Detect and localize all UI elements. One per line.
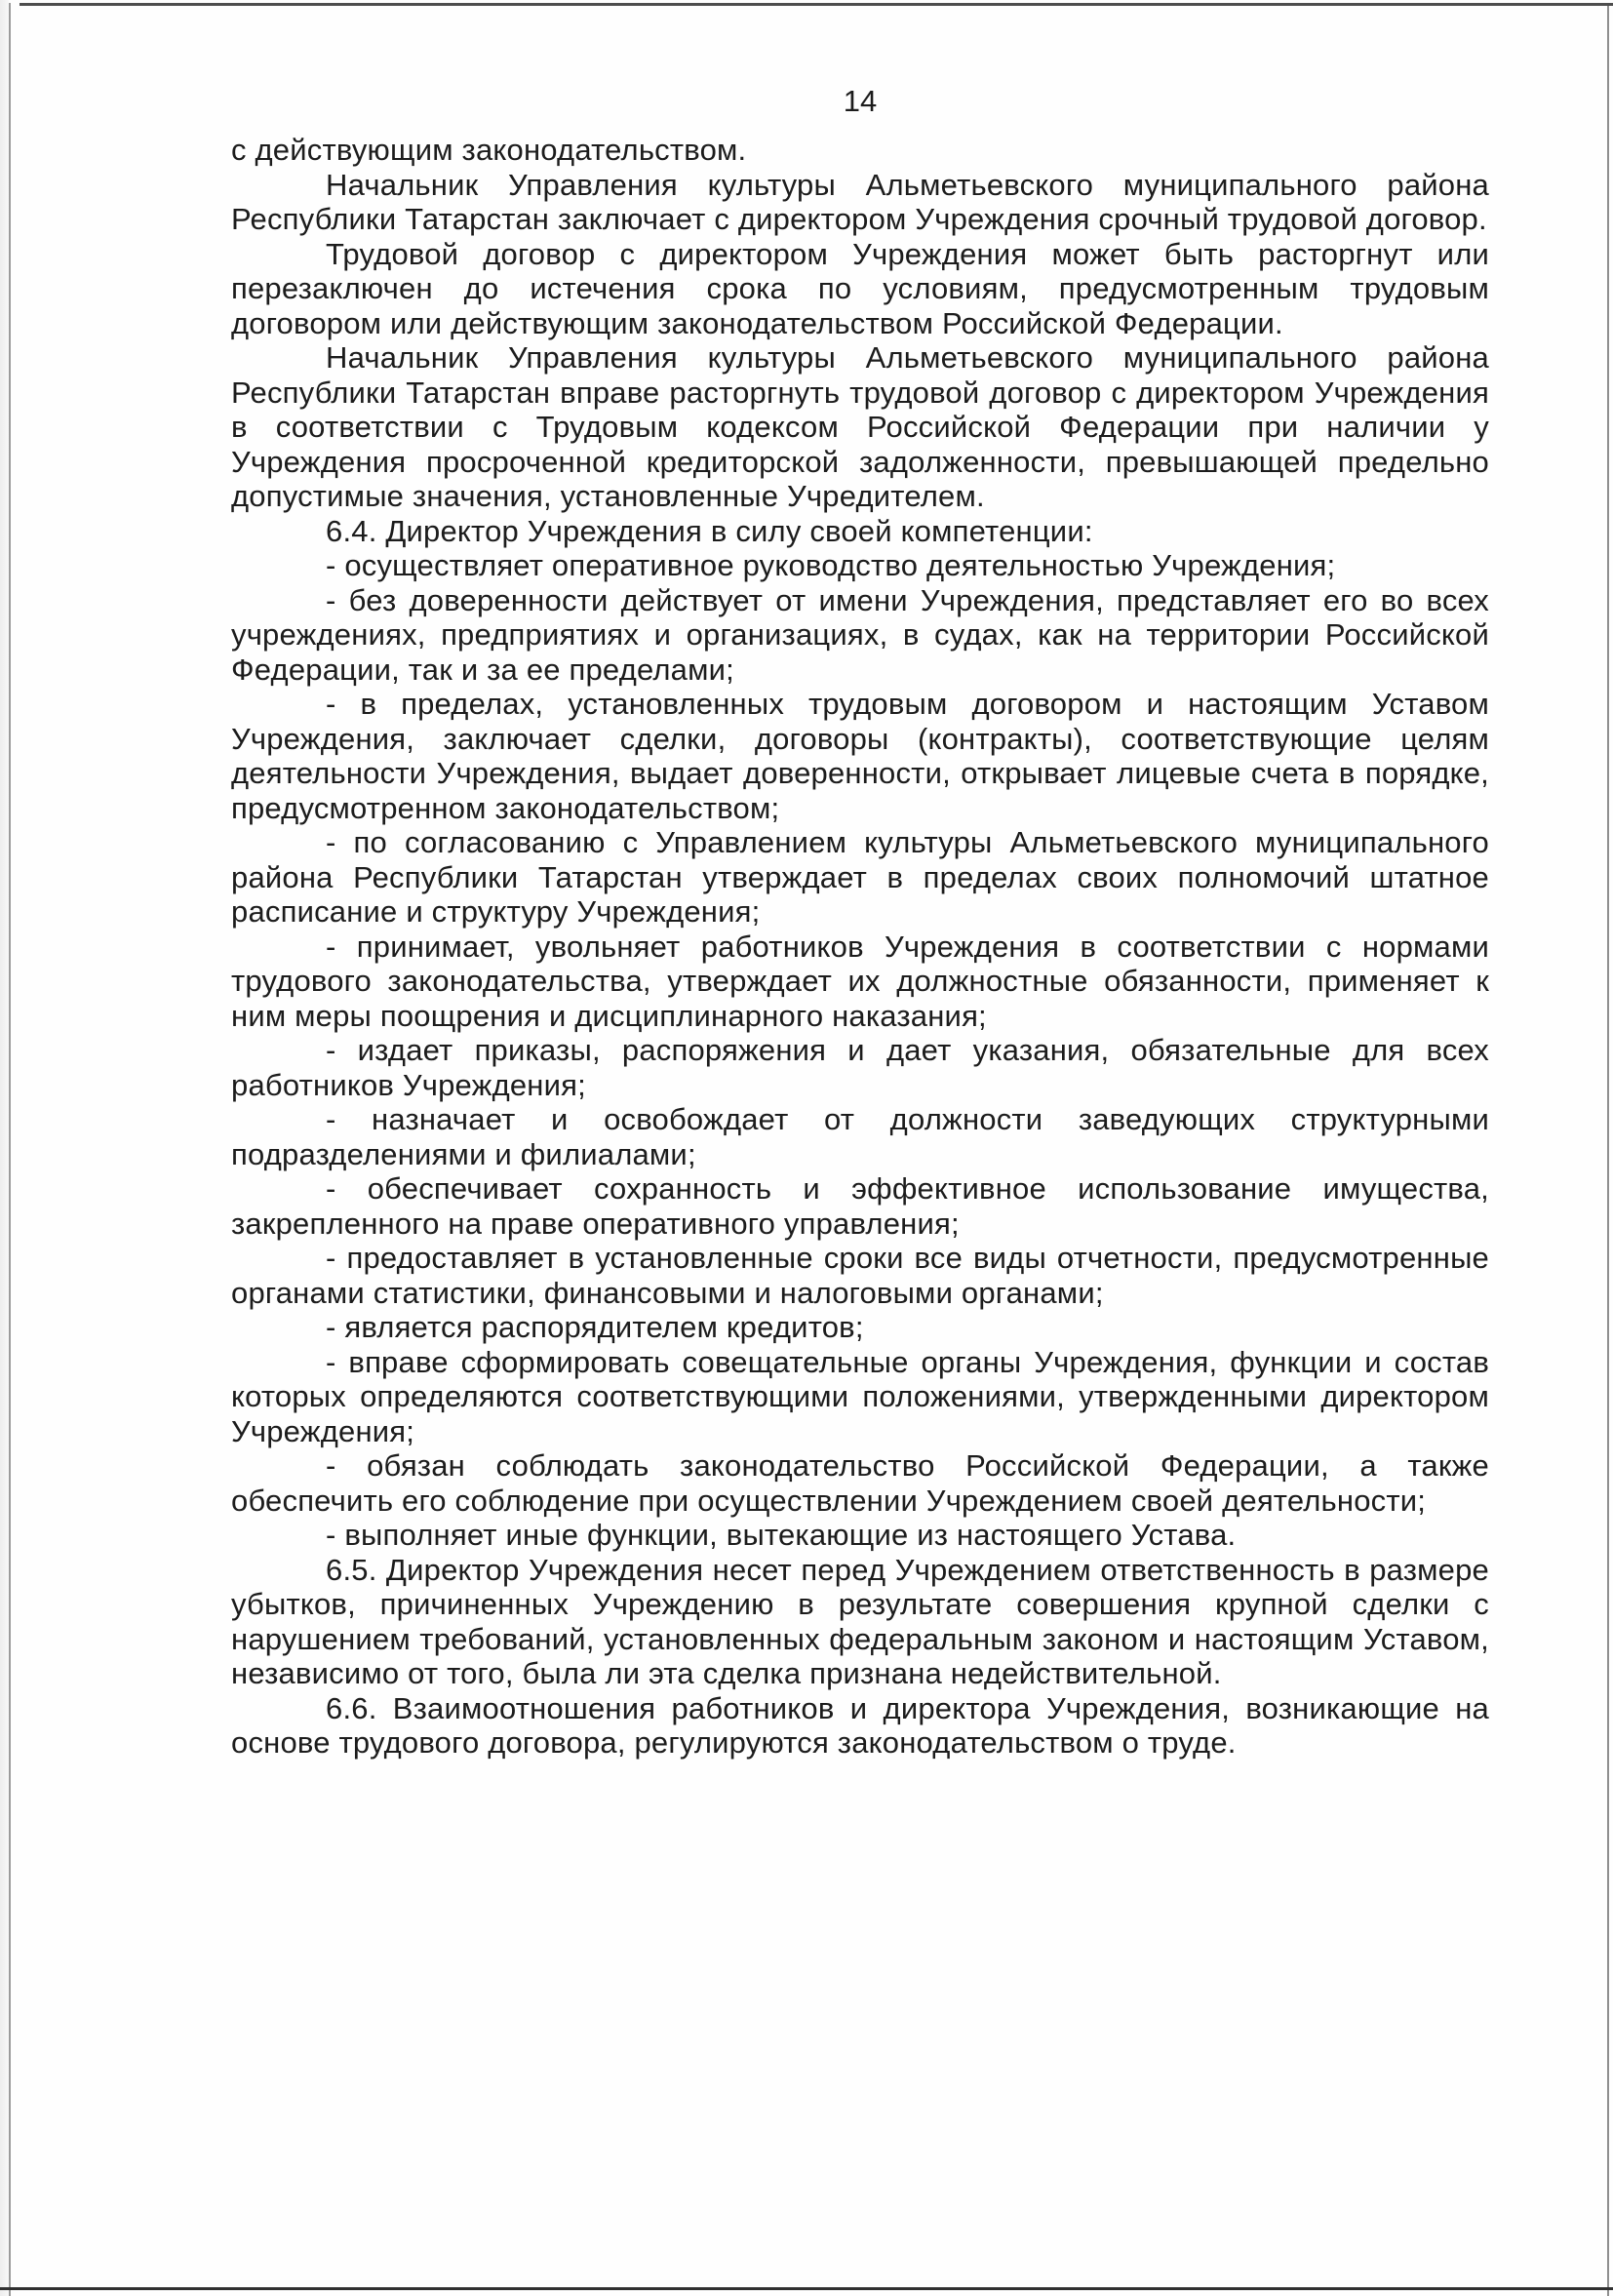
paragraph: - предоставляет в установленные сроки все виды отчетности, предусмотренные органами статистики, финансовыми и налоговыми органами; <box>231 1241 1489 1310</box>
paragraph: Трудовой договор с директором Учреждения может быть расторгнут или перезаключен до истечения срока по условиям, предусмотренным трудовым договором или действующим законодательством Российской Федерации. <box>231 236 1489 340</box>
paragraph: - в пределах, установленных трудовым договором и настоящим Уставом Учреждения, заключает сделки, договоры (контракты), соответствующие целям деятельности Учреждения, выдает доверенности, открывает лицевые счета в порядке, предусмотренном законодательством; <box>231 687 1489 825</box>
paragraph: - назначает и освобождает от должности заведующих структурными подразделениями и филиалами; <box>231 1102 1489 1171</box>
paragraph: - принимает, увольняет работников Учреждения в соответствии с нормами трудового законодательства, утверждает их должностные обязанности, применяет к ним меры поощрения и дисциплинарного наказания; <box>231 929 1489 1033</box>
paragraph: - без доверенности действует от имени Учреждения, представляет его во всех учреждениях, предприятиях и организациях, в судах, как на территории Российской Федерации, так и за ее пределами; <box>231 582 1489 687</box>
page-border-top <box>20 3 1613 6</box>
paragraph: 6.6. Взаимоотношения работников и директора Учреждения, возникающие на основе трудового договора, регулируются законодательством о труде. <box>231 1690 1489 1760</box>
paragraph: с действующим законодательством. <box>231 133 747 167</box>
paragraph: Начальник Управления культуры Альметьевского муниципального района Республики Татарстан вправе расторгнуть трудовой договор с директором Учреждения в соответствии с Трудовым кодексом Российской Федерации при наличии у Учреждения просроченной кредиторской задолженности, превышающей предельно допустимые значения, установленные Учредителем. <box>231 340 1489 513</box>
paragraph: - издает приказы, распоряжения и дает указания, обязательные для всех работников Учреждения; <box>231 1033 1489 1102</box>
paragraph: - обязан соблюдать законодательство Российской Федерации, а также обеспечить его соблюдение при осуществлении Учреждением своей деятельности; <box>231 1448 1489 1518</box>
paragraph: - выполняет иные функции, вытекающие из настоящего Устава. <box>326 1518 1237 1552</box>
paragraph: - по согласованию с Управлением культуры Альметьевского муниципального района Республики Татарстан утверждает в пределах своих полномочий штатное расписание и структуру Учреждения; <box>231 825 1489 929</box>
page-border-right <box>1607 6 1609 2296</box>
paragraph: - является распорядителем кредитов; <box>326 1310 864 1344</box>
paragraph: - вправе сформировать совещательные органы Учреждения, функции и состав которых определяются соответствующими положениями, утвержденными директором Учреждения; <box>231 1344 1489 1448</box>
paragraph: - обеспечивает сохранность и эффективное использование имущества, закрепленного на праве оперативного управления; <box>231 1171 1489 1241</box>
paragraph: - осуществляет оперативное руководство деятельностью Учреждения; <box>326 548 1336 582</box>
paragraph: 6.5. Директор Учреждения несет перед Учреждением ответственность в размере убытков, причиненных Учреждению в результате совершения крупной сделки с нарушением требований, установленных федеральным законом и настоящим Уставом, независимо от того, была ли эта сделка признана недействительной. <box>231 1552 1489 1690</box>
paragraph: Начальник Управления культуры Альметьевского муниципального района Республики Татарстан заключает с директором Учреждения срочный трудовой договор. <box>231 167 1489 236</box>
page-border-left <box>9 3 11 2296</box>
page-number: 14 <box>843 84 878 118</box>
scan-edge-shadow <box>0 0 9 2296</box>
paragraph: 6.4. Директор Учреждения в силу своей компетенции: <box>326 513 1093 548</box>
page-border-bottom <box>0 2287 1613 2290</box>
document-text <box>231 133 1489 1761</box>
